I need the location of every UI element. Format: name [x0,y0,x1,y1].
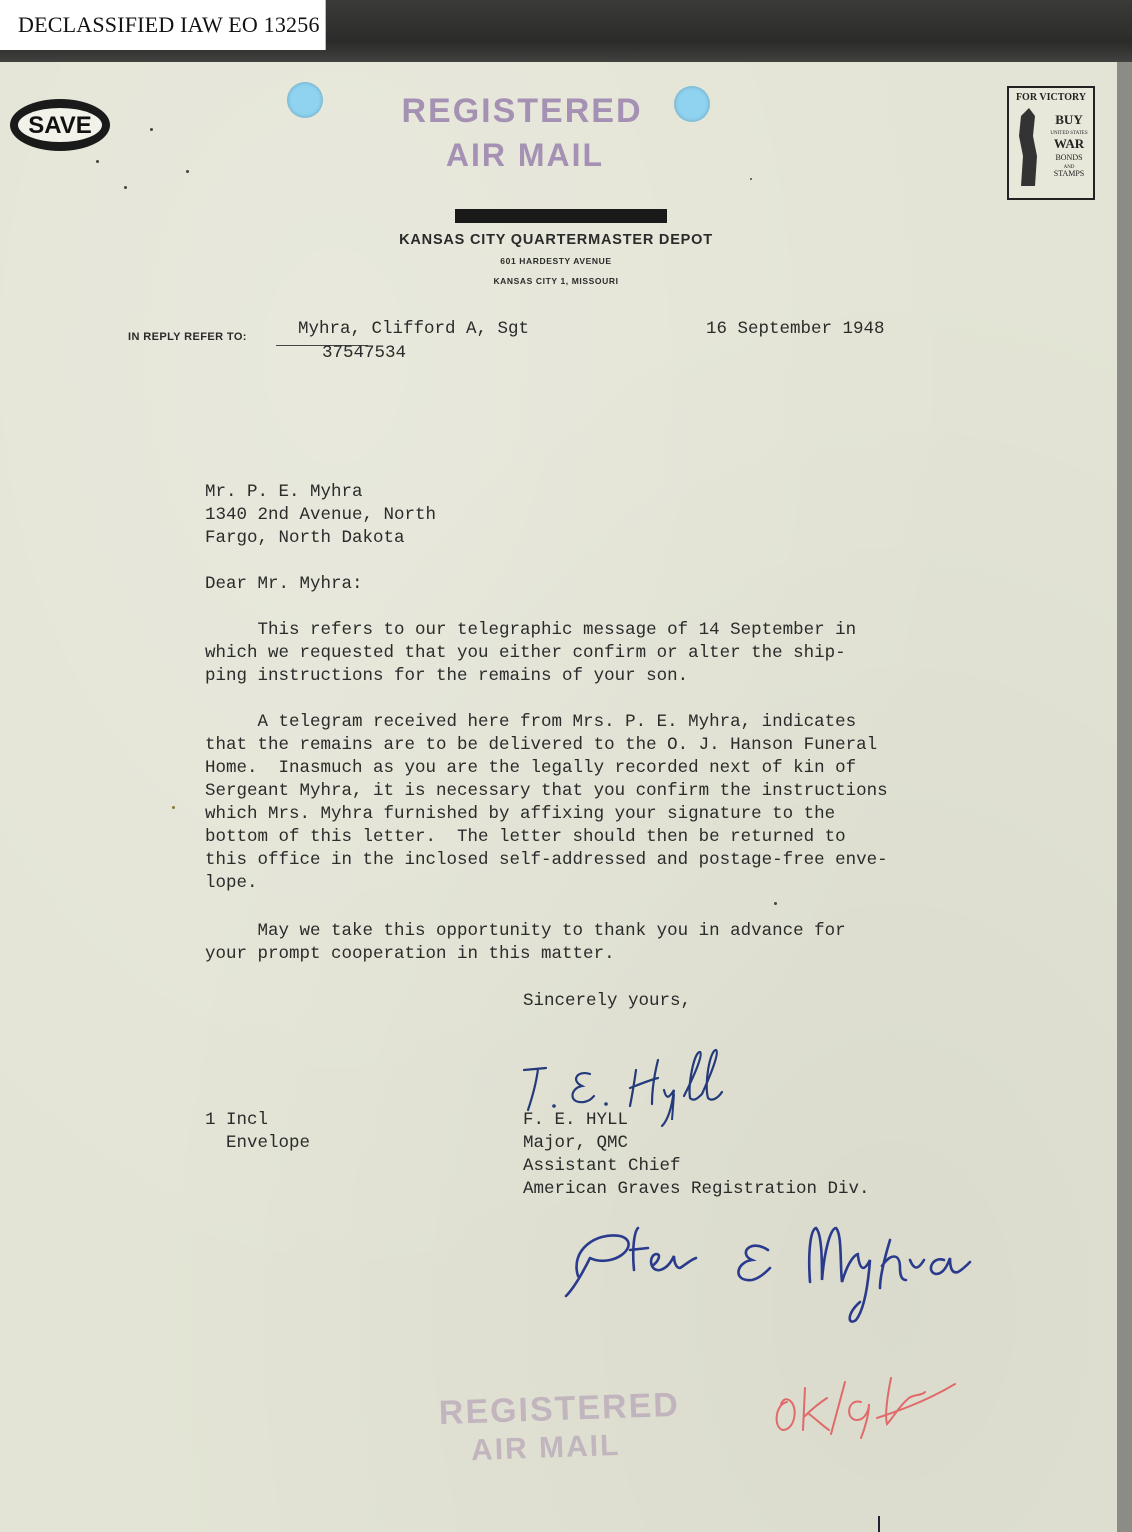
enclosure-note: 1 Incl Envelope [205,1110,311,1153]
svg-text:AND: AND [1063,165,1075,170]
salutation: Dear Mr. Myhra: [205,574,363,594]
redaction-bar [455,209,667,223]
svg-text:F. E. Hyll: F. E. Hyll [512,1040,519,1041]
save-logo-icon [8,96,112,154]
letterhead-name: KANSAS CITY QUARTERMASTER DEPOT [399,232,713,248]
registered-air-mail-stamp-bottom [409,1385,711,1470]
registered-air-mail-stamp-top [372,92,672,174]
edge-mark [878,1516,880,1532]
stamp-registered-text: REGISTERED [438,1385,681,1433]
svg-text:WAR: WAR [1053,136,1085,151]
punch-hole-left [287,82,323,118]
punch-hole-right [674,86,710,122]
stamp-air-mail-text: AIR MAIL [470,1428,621,1468]
save-logo-text: SAVE [28,112,92,139]
typed-signature-block: F. E. HYLL Major, QMC Assistant Chief American Graves Registration Div. [523,1110,870,1199]
reply-refer-label: IN REPLY REFER TO: [128,331,247,343]
body-paragraph-1: This refers to our telegraphic message of 14 September in which we requested that you either confirm or alter the ship- ping instructions for the remains of your son. [205,620,857,686]
reference-name: Myhra, Clifford A, Sgt [298,319,530,339]
svg-text:OK/pd: OK/pd [765,1358,769,1359]
recipient-address: Mr. P. E. Myhra 1340 2nd Avenue, North Fargo, North Dakota [205,482,437,548]
stamp-air-mail-text: AIR MAIL [445,137,605,173]
stamp-registered-text: REGISTERED [401,92,643,130]
body-paragraph-3: May we take this opportunity to thank you in advance for your prompt cooperation in this matter. [205,921,846,964]
reference-service-number: 37547534 [322,343,407,363]
letter-date: 16 September 1948 [706,319,885,339]
letterhead-address-line2: KANSAS CITY 1, MISSOURI [493,276,619,286]
svg-text:UNITED STATES: UNITED STATES [1050,131,1088,136]
svg-text:STAMPS: STAMPS [1053,169,1085,178]
svg-text:BONDS: BONDS [1055,153,1083,162]
declassification-label: DECLASSIFIED IAW EO 13256 [0,0,326,50]
letterhead-address-line1: 601 HARDESTY AVENUE [500,256,612,266]
svg-text:BUY: BUY [1055,112,1083,127]
page-right-edge [1117,62,1132,1532]
war-bonds-stamp-icon [1007,86,1095,200]
complimentary-closing: Sincerely yours, [523,991,692,1011]
ok-approval-mark [765,1358,965,1448]
body-paragraph-2: A telegram received here from Mrs. P. E. Myhra, indicates that the remains are to be delivered to the O. J. Hanson Funeral Home. Inasmuch as you are the legally recorded next of kin of Sergeant Myhra, it is necessary that you confirm the instructions which Mrs. Myhra furnished by affixing your signature to the bottom of this letter. The letter should then be returned to this office in the inclosed self-addressed and postage-free enve- lope. [205,712,888,893]
svg-text:FOR VICTORY: FOR VICTORY [1015,92,1087,103]
recipient-signature [560,1210,1010,1340]
svg-text:Peter E Myhra: Peter E Myhra [560,1210,568,1211]
